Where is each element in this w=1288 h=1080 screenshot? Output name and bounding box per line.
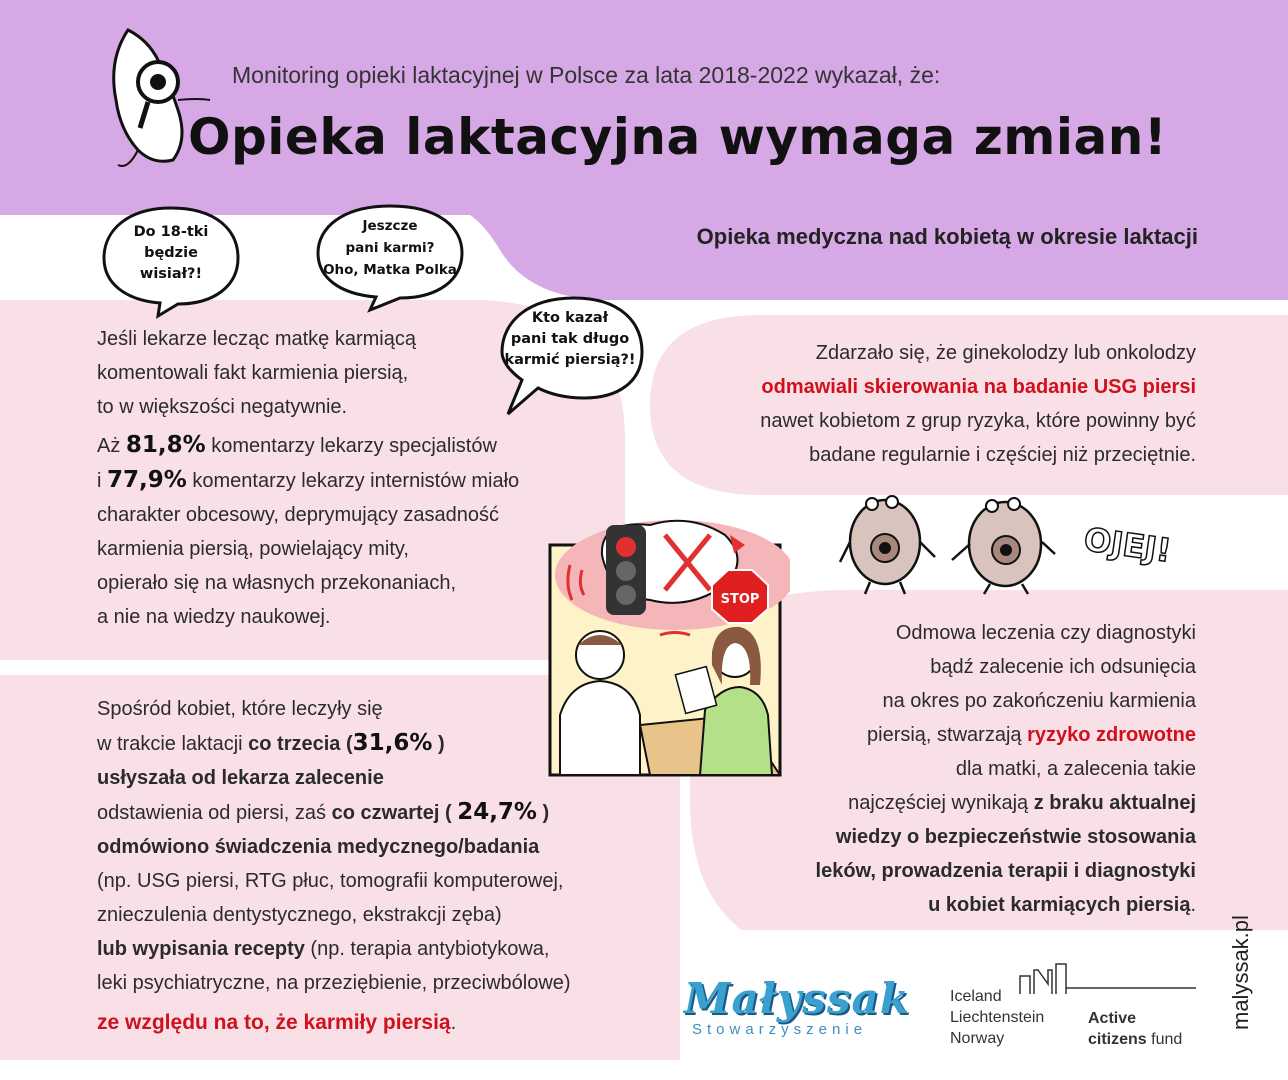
stop-sign-text: STOP xyxy=(720,592,760,607)
stat-81-8: 81,8% xyxy=(125,432,206,458)
bubble-3-text: Kto kazał pani tak długo karmić piersią?! xyxy=(504,310,636,368)
highlight-usg-refusal: odmawiali skierowania na badanie USG piersi xyxy=(761,376,1196,398)
bubble-2-text: Jeszcze pani karmi? Oho, Matka Polka xyxy=(323,218,457,278)
malyssak-logo-subtitle: Stowarzyszenie xyxy=(692,1021,868,1038)
right-paragraph-1: Zdarzało się, że ginekolodzy lub onkolodzy odmawiali skierowania na badanie USG piersi nawet kobietom z grup ryzyka, które powinny być badane regularnie i częściej niż przeciętnie. xyxy=(636,336,1196,472)
left-paragraph-2: Spośród kobiet, które leczyły się w trakcie laktacji co trzecia (31,6% ) usłyszała od lekarza zalecenie odstawienia od piersi, zaś co czwartej ( 24,7% ) odmówiono świadczenia medycznego/badania (np. USG piersi, RTG płuc, tomografii komputerowej, znieczulenia dentystycznego, ekstrakcji zęba) lub wypisania recepty (np. terapia antybiotykowa, leki psychiatryczne, na przeziębienie, przeciwbólowe) ze względu na to, że karmiły piersią. xyxy=(97,698,571,1034)
bubble-1-text: Do 18-tki będzie wisiał?! xyxy=(133,224,209,282)
section-heading: Opieka medyczna nad kobietą w okresie laktacji xyxy=(696,224,1198,249)
fund-countries: Iceland Liechtenstein Norway xyxy=(950,988,1045,1047)
malyssak-logo-name: Małyssak xyxy=(684,974,910,1023)
right-paragraph-2: Odmowa leczenia czy diagnostyki bądź zalecenie ich odsunięcia na okres po zakończeniu karmienia piersią, stwarzają ryzyko zdrowotne dla matki, a zalecenia takie najczęściej wynikają z braku aktualnej wiedzy o bezpieczeństwie stosowania leków, prowadzenia terapii i diagnostyki u kobiet karmiących piersią. xyxy=(815,622,1196,916)
page-title: Opieka laktacyjna wymaga zmian! xyxy=(188,108,1168,166)
malyssak-logo xyxy=(684,974,910,1038)
left-paragraph-1: Jeśli lekarze lecząc matkę karmiącą komentowali fakt karmienia piersią, to w większości negatywnie. Aż 81,8% komentarzy lekarzy specjalistów i 77,9% komentarzy lekarzy internistów miało charakter obcesowy, deprymujący zasadność karmienia piersią, powielający mity, opierało się na własnych przekonaniach, a nie na wiedzy naukowej. xyxy=(97,328,520,628)
site-url: malyssak.pl xyxy=(1228,915,1253,1030)
fund-name: Active citizens fund xyxy=(1088,1010,1183,1048)
highlight-breastfeeding-reason: ze względu na to, że karmiły piersią xyxy=(97,1011,451,1034)
subtitle: Monitoring opieki laktacyjnej w Polsce za lata 2018-2022 wykazał, że: xyxy=(232,62,941,88)
stat-24-7: 24,7% xyxy=(457,799,537,825)
stat-31-6: 31,6% xyxy=(352,730,433,756)
characters-illustration xyxy=(830,482,1200,597)
stat-77-9: 77,9% xyxy=(107,467,187,493)
highlight-health-risk: ryzyko zdrowotne xyxy=(1027,724,1196,746)
ojej-exclamation: OJEJ! xyxy=(1081,520,1174,570)
